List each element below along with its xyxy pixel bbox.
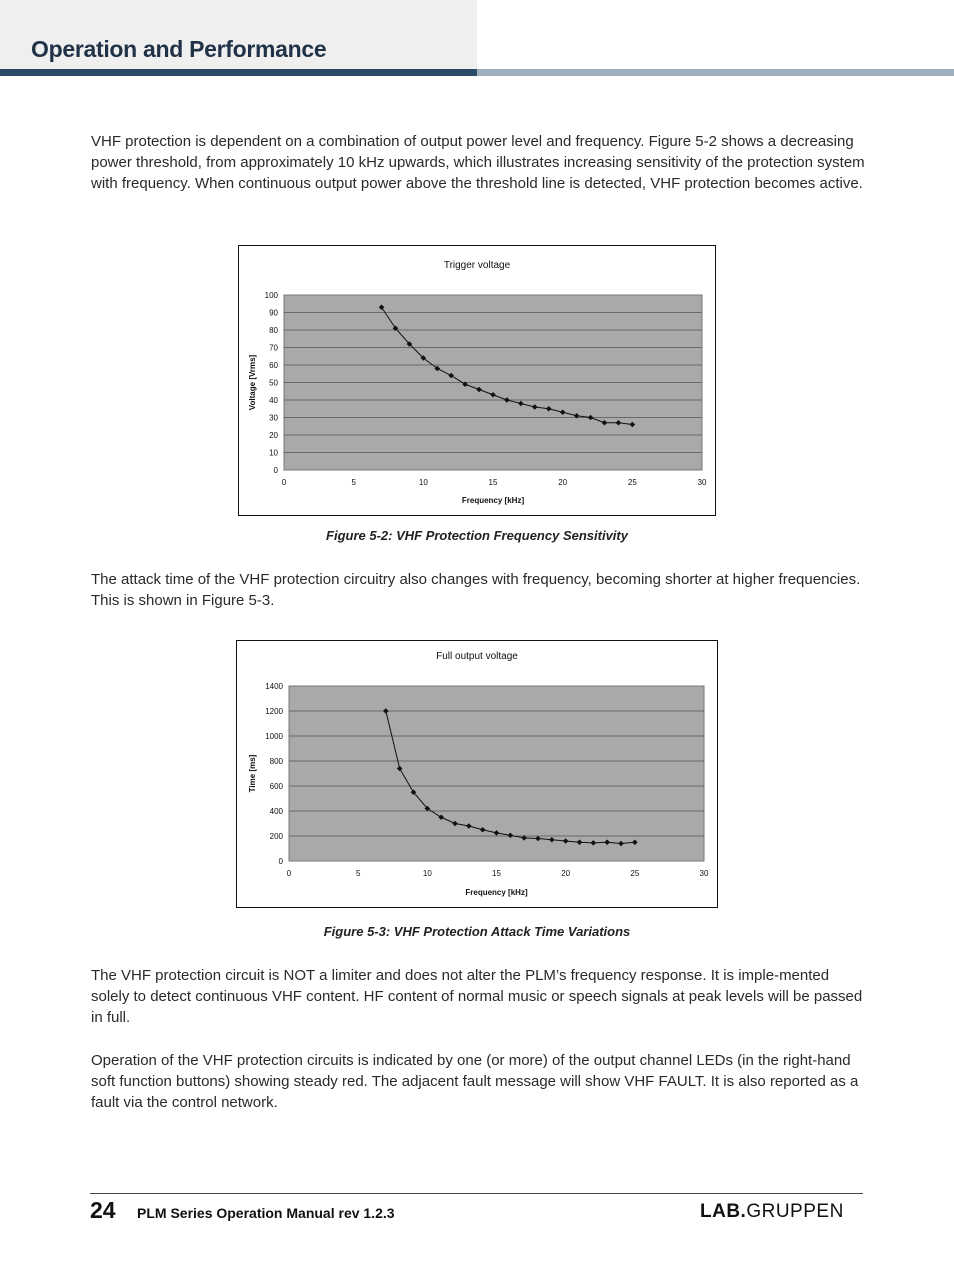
header-rule-light [477,69,954,76]
x-axis-label: Frequency [kHz] [461,496,525,505]
y-axis-label: Time [ms] [248,754,257,793]
y-axis-label: Voltage [Vrms] [248,354,257,411]
y-tick-label: 0 [278,857,283,866]
x-tick-label: 0 [281,478,287,487]
x-tick-label: 0 [286,869,292,878]
y-tick-label: 10 [269,448,278,458]
y-tick-label: 40 [269,396,278,405]
y-tick-label: 1200 [265,707,283,716]
x-axis-label: Frequency [kHz] [465,888,528,897]
paragraph-not-a-limiter: The VHF protection circuit is NOT a limiter and does not alter the PLM’s frequency response. It is imple-mented solely to detect continuous VHF content. HF content of normal music or speech signals at peak levels will be passed in full. [91,967,863,1026]
brand-logo [700,1201,844,1223]
chart-full-output-voltage [237,641,717,907]
figure-caption-5-3: Figure 5-3: VHF Protection Attack Time Variations [323,924,631,939]
x-tick-label: 10 [418,478,428,487]
x-tick-label: 15 [488,478,498,487]
paragraph-attack-time: The attack time of the VHF protection circuitry also changes with frequency, becoming shorter at higher frequencies. This is shown in Figure 5-3. [91,571,861,609]
page-number: 24 [90,1197,116,1223]
paragraph-vhf-dependency: VHF protection is dependent on a combination of output power level and frequency. Figure 5-2 shows a decreasing power threshold, from approximately 10 kHz upwards, which illustrates increasing sensitivity of the protection system with frequency. When continuous output power above the threshold line is detected, VHF protection becomes active. [91,133,865,192]
y-tick-label: 30 [269,413,278,423]
y-tick-label: 100 [264,291,278,300]
x-tick-label: 20 [561,869,571,878]
y-tick-label: 600 [269,782,283,791]
brand-logo-prefix: LAB. [700,1201,747,1222]
header-rule-dark [0,69,477,76]
y-tick-label: 60 [269,361,278,370]
x-tick-label: 30 [699,869,709,878]
chart-trigger-voltage-frame [238,245,716,516]
y-tick-label: 200 [269,832,283,841]
chart-title: Full output voltage [436,651,518,662]
chart-title: Trigger voltage [443,260,511,271]
x-tick-label: 10 [422,869,432,878]
figure-caption-5-2: Figure 5-2: VHF Protection Frequency Sensitivity [326,528,628,543]
y-tick-label: 800 [269,757,283,766]
y-tick-label: 80 [269,326,278,335]
y-tick-label: 20 [269,431,278,440]
y-tick-label: 1400 [265,682,283,691]
footer-manual-title: PLM Series Operation Manual rev 1.2.3 [137,1205,395,1221]
y-tick-label: 1000 [265,732,283,741]
x-tick-label: 25 [627,478,637,487]
y-tick-label: 70 [269,343,278,353]
chart-trigger-voltage [239,246,715,515]
y-tick-label: 400 [269,807,283,816]
paragraph-led-indication: Operation of the VHF protection circuits is indicated by one (or more) of the output channel LEDs (in the right-hand soft function buttons) showing steady red. The adjacent fault message will show VHF FAULT. It is also reported as a fault via the control network. [91,1052,859,1111]
y-tick-label: 50 [269,378,278,388]
x-tick-label: 25 [630,869,640,878]
x-tick-label: 30 [697,478,707,487]
x-tick-label: 5 [355,869,361,878]
footer-rule [90,1193,863,1194]
y-tick-label: 0 [273,466,278,475]
chart-full-output-voltage-frame [236,640,718,908]
x-tick-label: 20 [558,478,568,487]
x-tick-label: 5 [351,478,356,487]
brand-logo-name: GRUPPEN [746,1201,844,1222]
page-title: Operation and Performance [31,36,327,62]
y-tick-label: 90 [269,308,278,318]
x-tick-label: 15 [492,869,501,878]
